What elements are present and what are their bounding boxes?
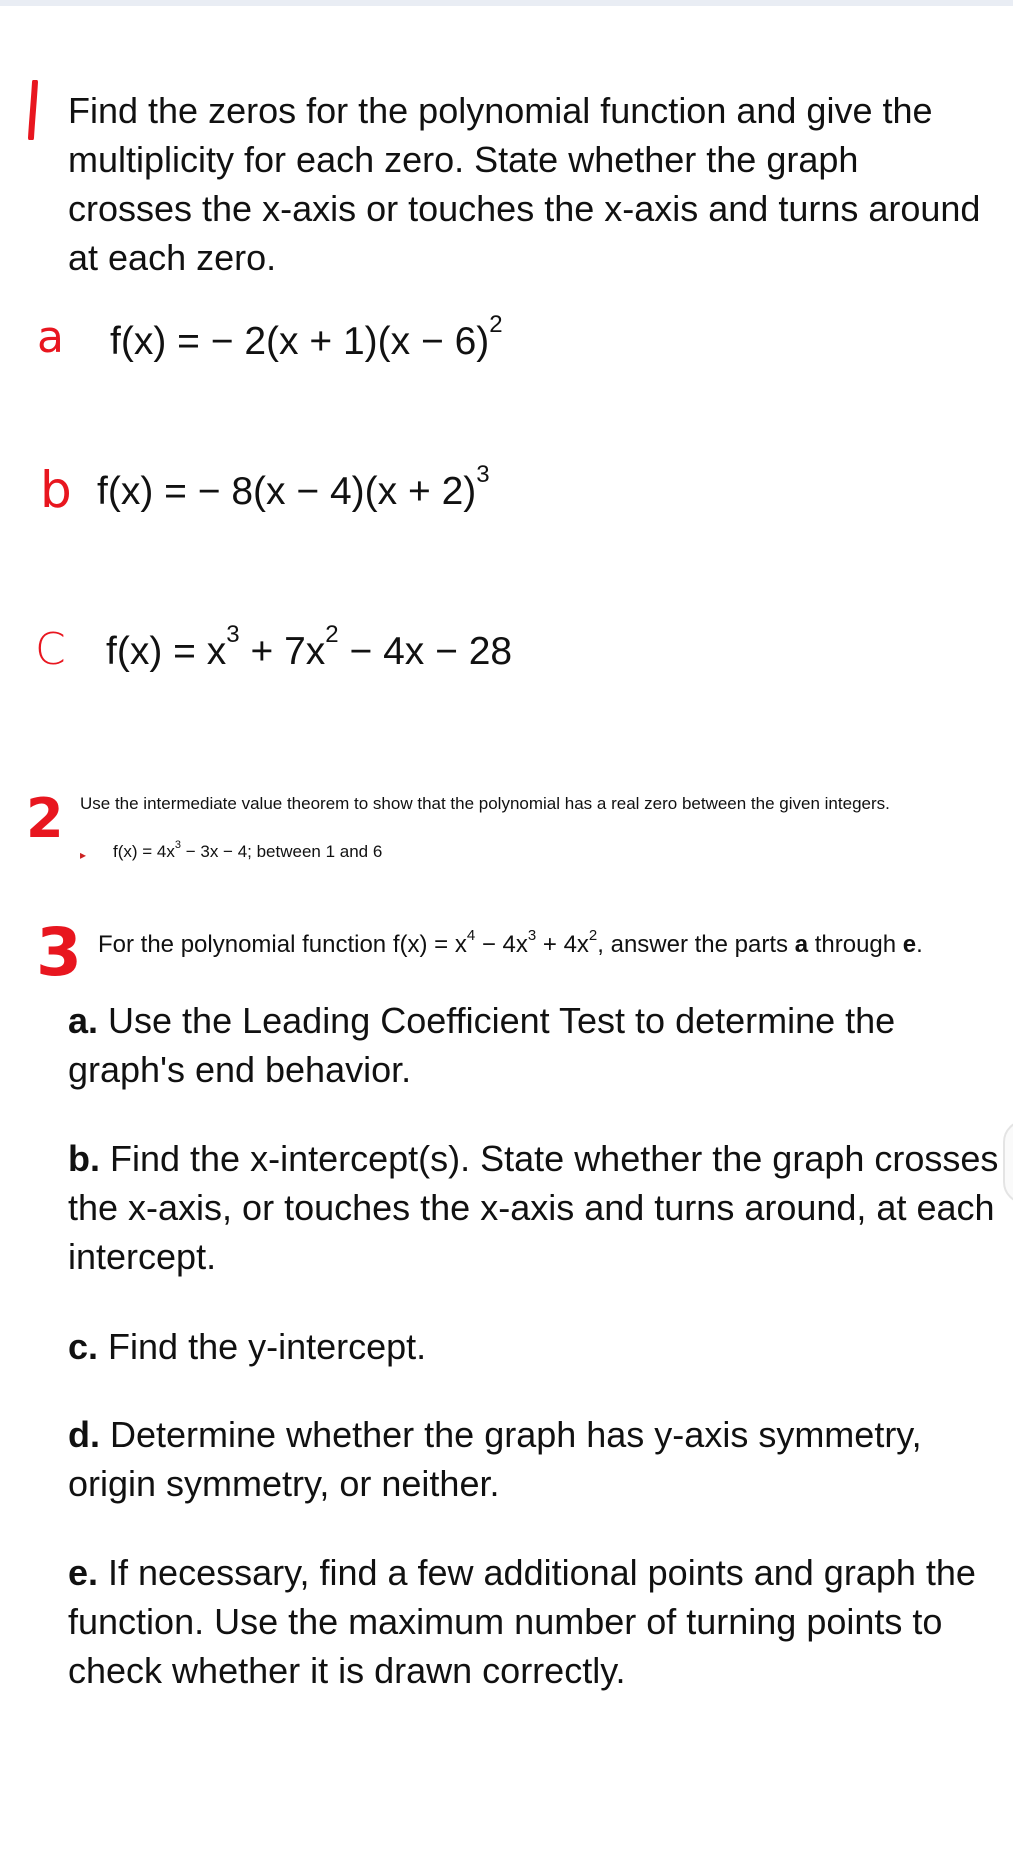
part-e-text: e. If necessary, find a few additional points and graph the function. Use the maximum number of turning points to check whether it is drawn correctly. (68, 1552, 976, 1691)
equation-b: f(x) = − $8(x - 4)(x + 2)^3$ (97, 461, 490, 513)
part-b-marker: b (40, 461, 72, 519)
part-d-text: d. Determine whether the graph has y-axis symmetry, origin symmetry, or neither. (68, 1414, 922, 1504)
part-a-marker: a (37, 312, 64, 363)
question-3-marker: 3 (36, 914, 82, 991)
part-c-text: c. Find the y-intercept. (68, 1326, 427, 1367)
part-b-text: b. Find the x-intercept(s). State whether the graph crosses the x-axis, or touches the x-axis and turns around, at each intercept. (68, 1138, 999, 1277)
top-bar (0, 0, 1013, 6)
bullet-icon: ▸ (80, 848, 87, 862)
scroll-handle[interactable] (1003, 1120, 1013, 1204)
part-a-text: a. Use the Leading Coefficient Test to determine the graph's end behavior. (68, 1000, 896, 1090)
part-c-marker: C (35, 624, 66, 675)
question-1-marker (30, 80, 38, 134)
question-2-function: $f(x) = 4x^3 - 3x - 4$; between 1 and 6 (113, 839, 383, 861)
question-2-instruction: Use the intermediate value theorem to show that the polynomial has a real zero between the given integers. (80, 794, 890, 813)
question-1-text: Find the zeros for the polynomial function and give the multiplicity for each zero. State whether the graph crosses the x-axis or touches the x-axis and turns around at each zero. (68, 90, 981, 278)
equation-a: f(x) = − $2(x + 1)(x - 6)^2$ (110, 311, 503, 363)
question-2-marker: 2 (26, 787, 64, 850)
equation-c: $f(x) = x^3 + 7x^2 - 4x - 28$ (106, 621, 513, 673)
question-3-intro: For the polynomial function $f(x) = x^4 - 4x^3 + 4x^2$, answer the parts a through e. (98, 927, 923, 958)
